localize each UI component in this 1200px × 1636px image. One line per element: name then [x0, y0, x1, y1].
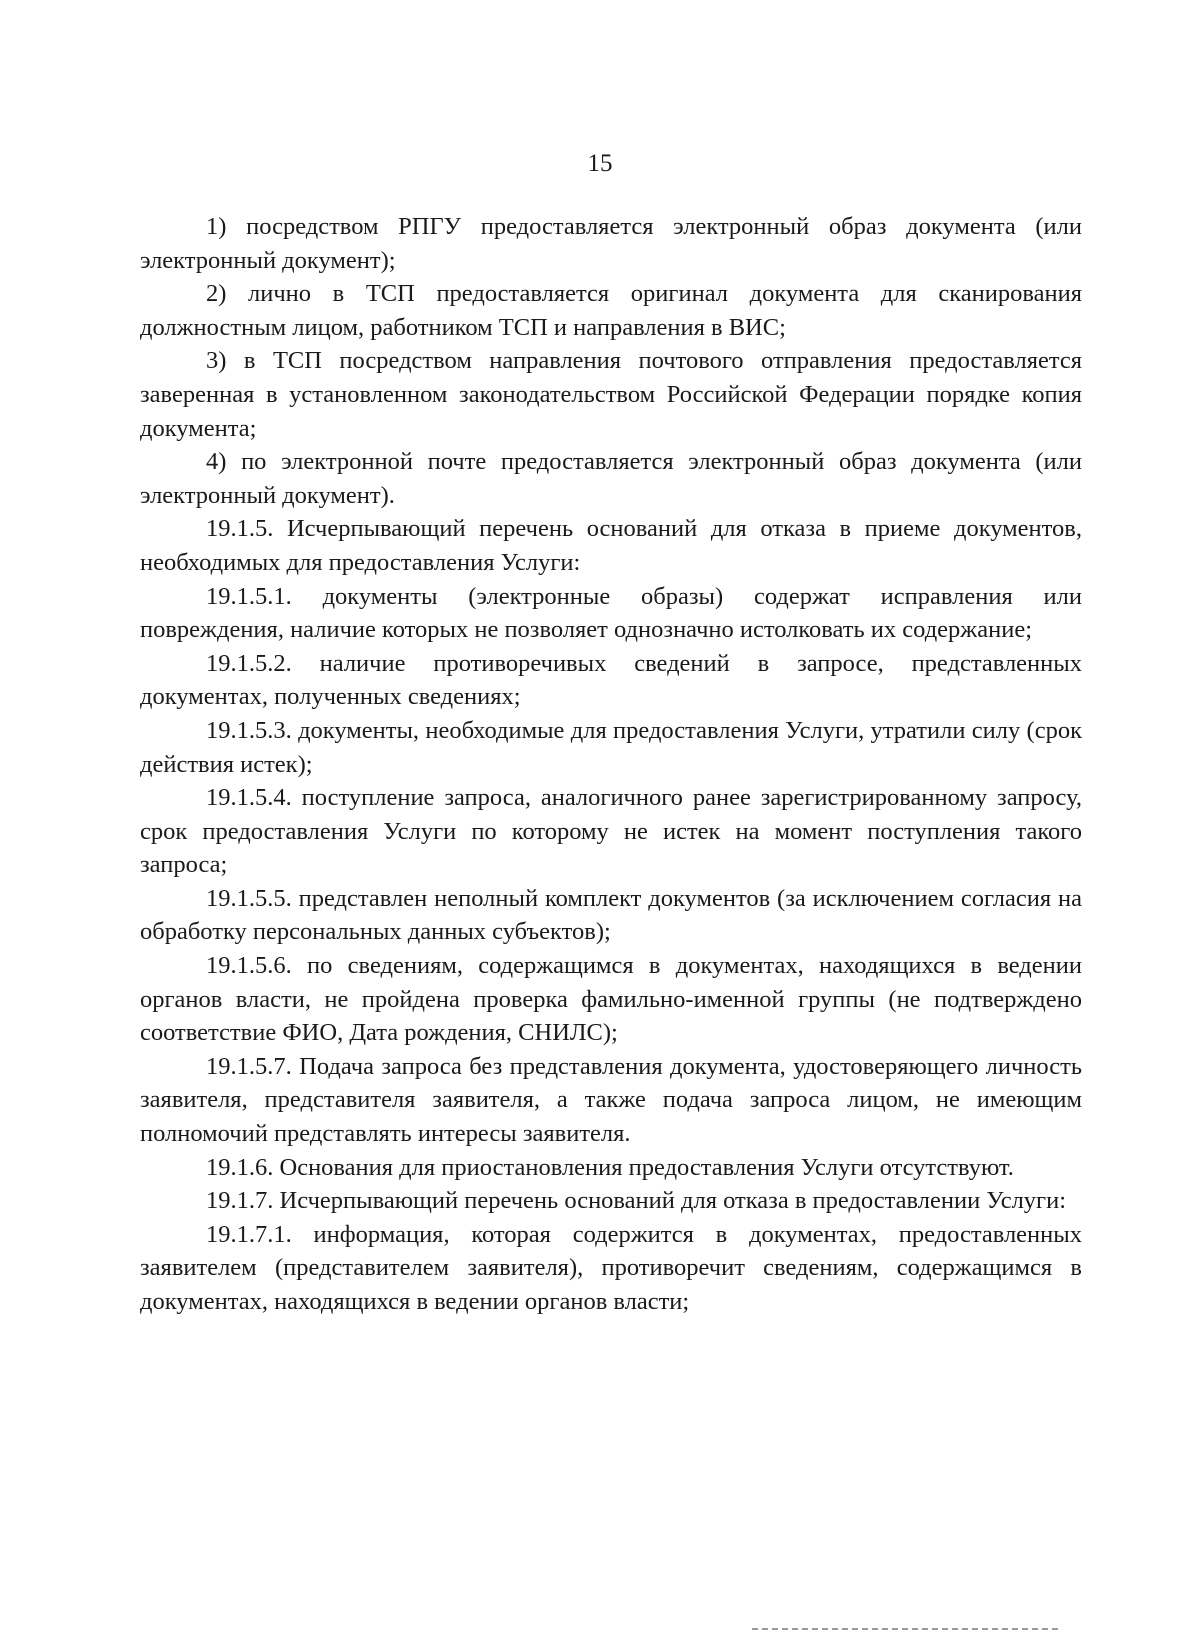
- paragraph-item-2: 2) лично в ТСП предоставляется оригинал документа для сканирования должностным лицом, работником ТСП и направления в ВИС;: [140, 280, 1082, 341]
- paragraph-item-3: 3) в ТСП посредством направления почтового отправления предоставляется заверенная в установленном законодательством Российской Федерации порядке копия документа;: [140, 347, 1082, 442]
- paragraph-19-1-7-1: 19.1.7.1. информация, которая содержится в документах, предоставленных заявителем (представителем заявителя), противоречит сведениям, содержащимся в документах, находящихся в ведении органов власти;: [140, 1220, 1082, 1315]
- document-body: [140, 210, 1082, 1319]
- paragraph-19-1-5-2: 19.1.5.2. наличие противоречивых сведений в запросе, представленных документах, полученных сведениях;: [140, 649, 1082, 711]
- paragraph-19-1-5-1: 19.1.5.1. документы (электронные образы) содержат исправления или повреждения, наличие которых не позволяет однозначно истолковать их содержание;: [140, 582, 1082, 644]
- paragraph-item-1: 1) посредством РПГУ предоставляется электронный образ документа (или электронный документ);: [140, 213, 1082, 274]
- paragraph-19-1-7: 19.1.7. Исчерпывающий перечень оснований для отказа в предоставлении Услуги:: [206, 1187, 1067, 1215]
- paragraph-19-1-5-7: 19.1.5.7. Подача запроса без представления документа, удостоверяющего личность заявителя, представителя заявителя, а также подача запроса лицом, не имеющим полномочий представлять интересы заявителя.: [140, 1052, 1082, 1148]
- paragraph-19-1-5: 19.1.5. Исчерпывающий перечень оснований для отказа в приеме документов, необходимых для предоставления Услуги:: [140, 515, 1082, 576]
- paragraph-19-1-5-5: 19.1.5.5. представлен неполный комплект документов (за исключением согласия на обработку персональных данных субъектов);: [140, 884, 1082, 946]
- paragraph-item-4: 4) по электронной почте предоставляется электронный образ документа (или электронный документ).: [140, 448, 1082, 509]
- paragraph-19-1-6: 19.1.6. Основания для приостановления предоставления Услуги отсутствуют.: [206, 1153, 1014, 1181]
- page-number: 15: [587, 150, 613, 177]
- paragraph-19-1-5-3: 19.1.5.3. документы, необходимые для предоставления Услуги, утратили силу (срок действия истек);: [140, 716, 1082, 778]
- scan-artifact-line: [752, 1628, 1062, 1630]
- paragraph-19-1-5-6: 19.1.5.6. по сведениям, содержащимся в документах, находящихся в ведении органов власти, не пройдена проверка фамильно-именной группы (не подтверждено соответствие ФИО, Дата рождения, СНИЛС);: [140, 952, 1082, 1047]
- paragraph-19-1-5-4: 19.1.5.4. поступление запроса, аналогичного ранее зарегистрированному запросу, срок предоставления Услуги по которому не истек на момент поступления такого запроса;: [140, 784, 1082, 879]
